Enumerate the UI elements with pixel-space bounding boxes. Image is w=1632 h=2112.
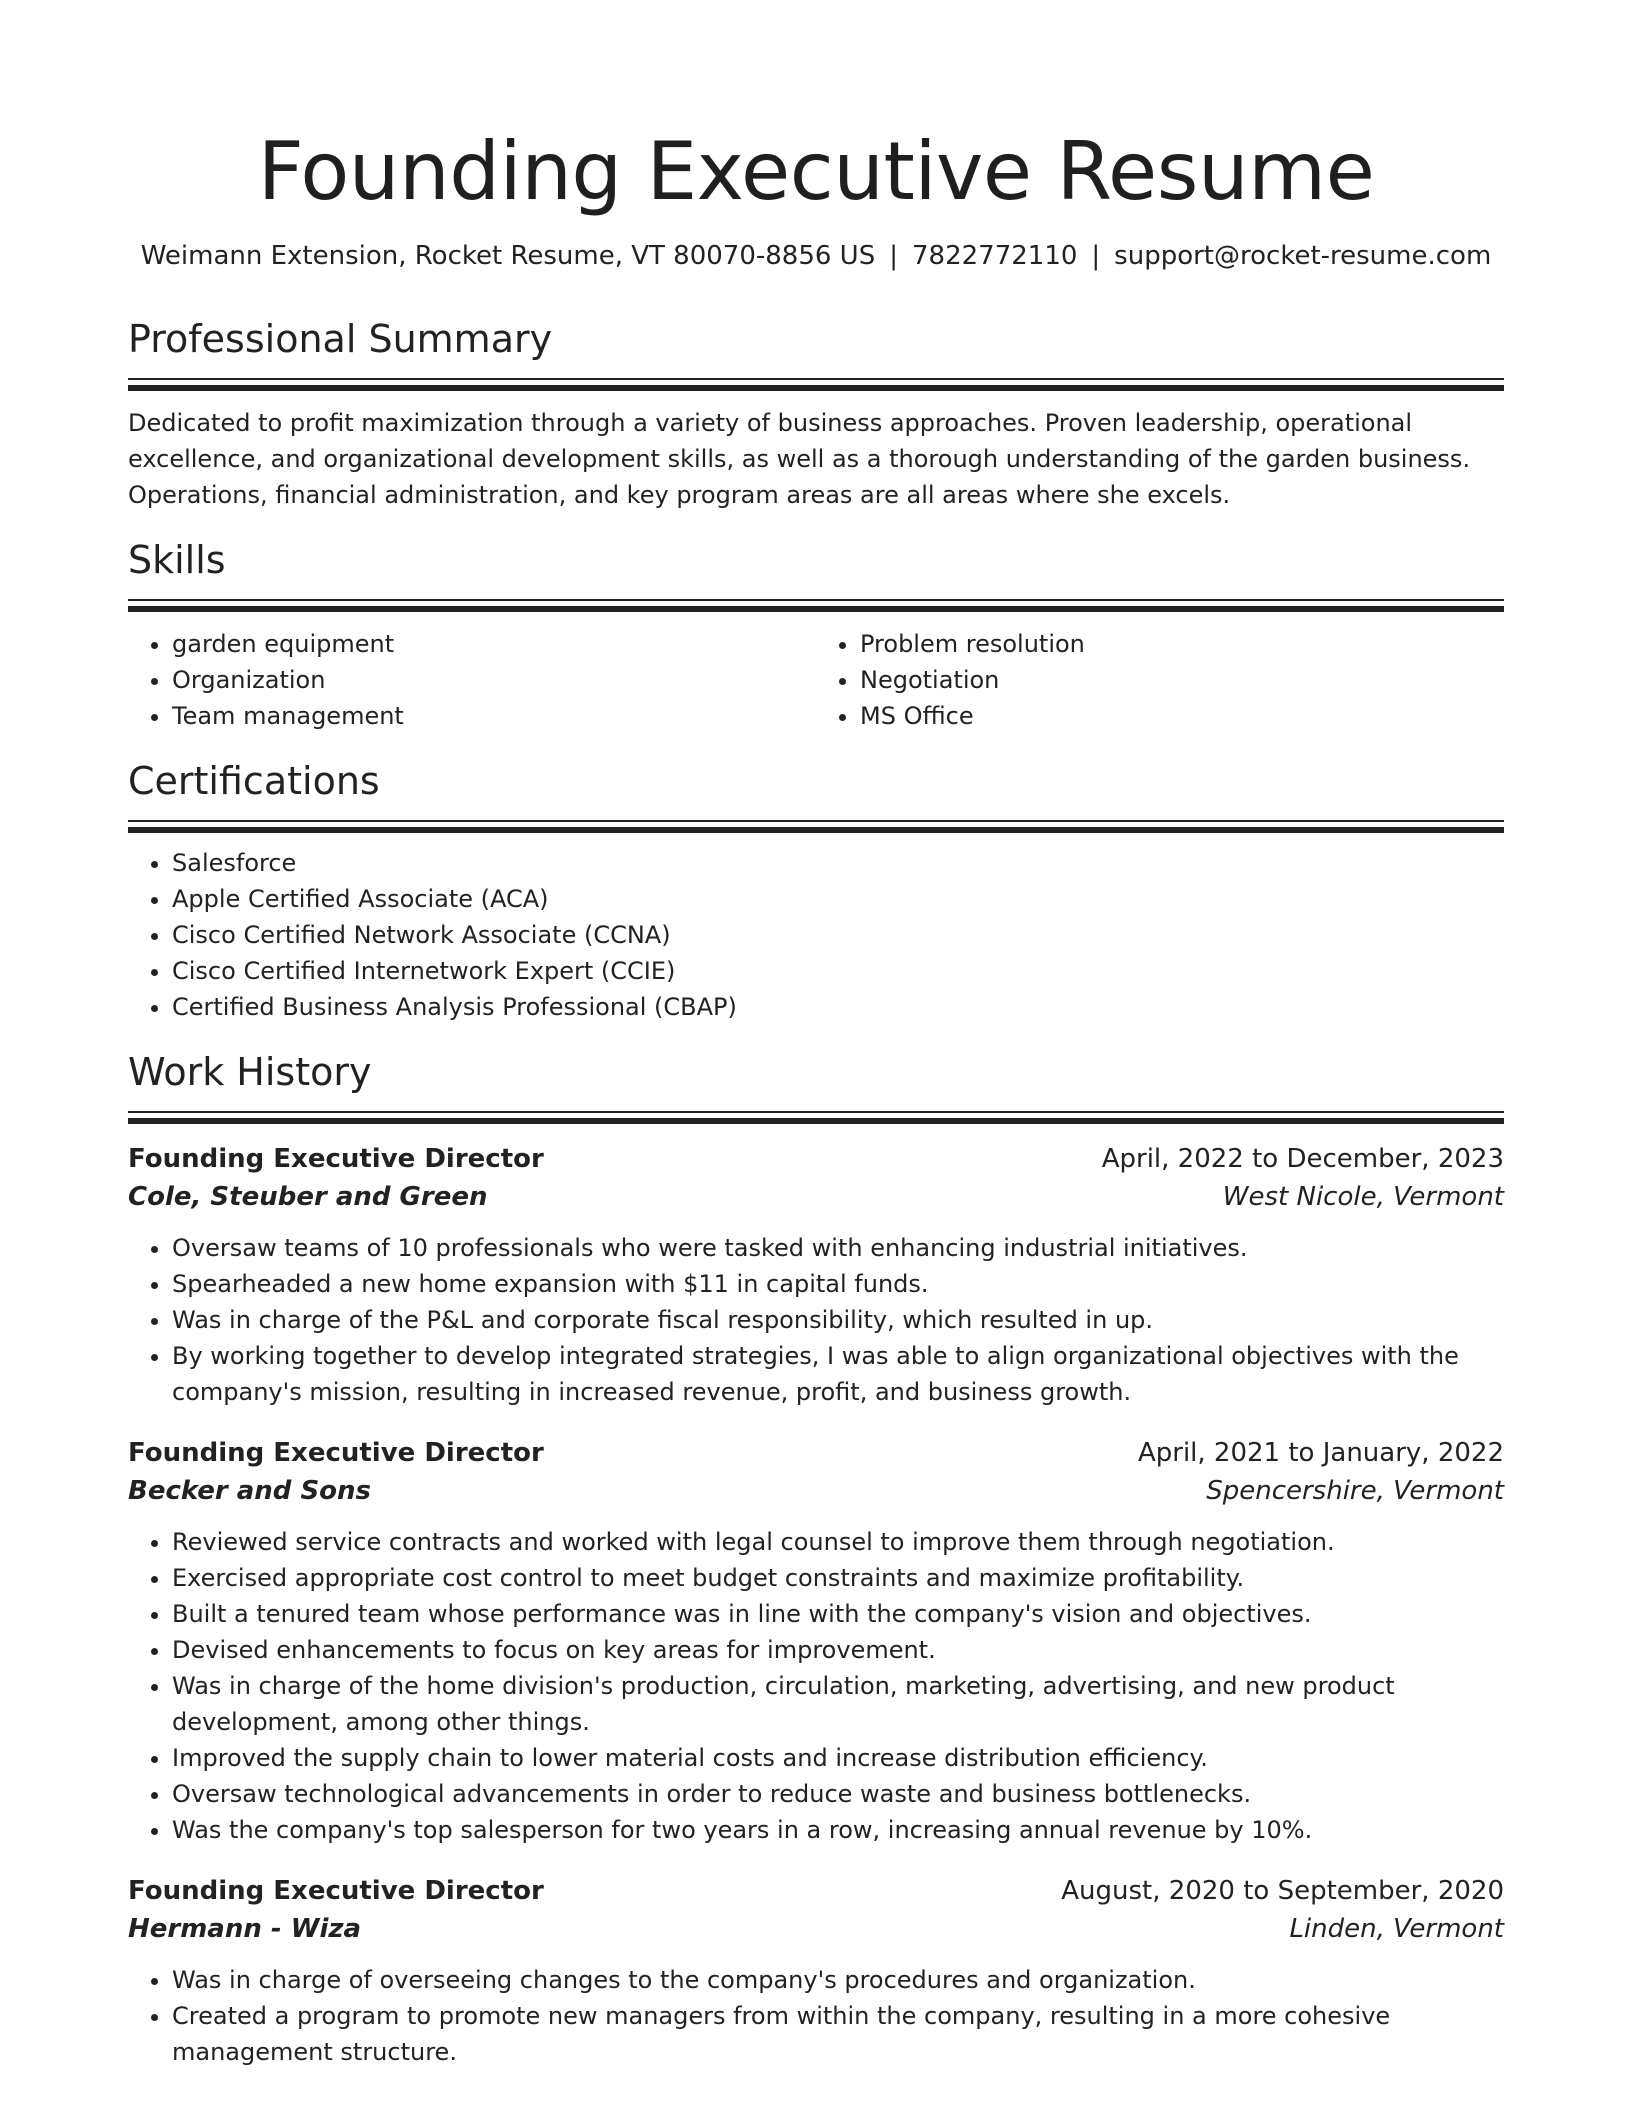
skill-item: • Negotiation bbox=[860, 662, 1504, 698]
job-bullet: • Exercised appropriate cost control to meet budget constraints and maximize profitability. bbox=[172, 1560, 1504, 1596]
certification-item: • Apple Certified Associate (ACA) bbox=[172, 881, 1504, 917]
job-entry bbox=[128, 1434, 1504, 1848]
job-company: Hermann - Wiza bbox=[128, 1914, 362, 1944]
resume-title: Founding Executive Resume bbox=[257, 125, 1375, 218]
skills-columns bbox=[128, 626, 1504, 734]
skill-item: • Team management bbox=[172, 698, 816, 734]
contact-phone: 7822772110 bbox=[911, 241, 1078, 271]
section-divider bbox=[128, 820, 1504, 833]
contact-address: Weimann Extension, Rocket Resume, VT 80070-8856 US bbox=[140, 241, 876, 271]
section-title-skills: Skills bbox=[128, 538, 226, 582]
job-bullet: • Was in charge of overseeing changes to the company's procedures and organization. bbox=[172, 1962, 1504, 1998]
job-company: Cole, Steuber and Green bbox=[128, 1182, 488, 1212]
job-bullets bbox=[128, 1524, 1504, 1848]
skill-item: • MS Office bbox=[860, 698, 1504, 734]
job-bullet: • Was in charge of the P&L and corporate fiscal responsibility, which resulted in up. bbox=[172, 1302, 1504, 1338]
certification-item: • Cisco Certified Network Associate (CCNA) bbox=[172, 917, 1504, 953]
section-title-work: Work History bbox=[128, 1050, 372, 1094]
job-header bbox=[128, 1140, 1504, 1178]
section-divider bbox=[128, 378, 1504, 391]
skill-item: • garden equipment bbox=[172, 626, 816, 662]
job-bullet: • Created a program to promote new managers from within the company, resulting in a more cohesive management structure. bbox=[172, 1998, 1504, 2070]
job-bullets bbox=[128, 1962, 1504, 2070]
job-title: Founding Executive Director bbox=[128, 1144, 544, 1174]
contact-separator: | bbox=[1091, 241, 1101, 271]
section-divider bbox=[128, 599, 1504, 612]
certification-item: • Salesforce bbox=[172, 845, 1504, 881]
job-entry bbox=[128, 1140, 1504, 1410]
job-bullet: • Reviewed service contracts and worked with legal counsel to improve them through negotiation. bbox=[172, 1524, 1504, 1560]
summary-section bbox=[128, 314, 1504, 513]
skill-item: • Problem resolution bbox=[860, 626, 1504, 662]
job-subheader bbox=[128, 1472, 1504, 1510]
certification-item: • Cisco Certified Internetwork Expert (CCIE) bbox=[172, 953, 1504, 989]
job-subheader bbox=[128, 1910, 1504, 1948]
skills-section bbox=[128, 535, 1504, 734]
job-title: Founding Executive Director bbox=[128, 1438, 544, 1468]
work-section bbox=[128, 1047, 1504, 2070]
job-dates: August, 2020 to September, 2020 bbox=[1061, 1876, 1504, 1906]
certifications-section bbox=[128, 756, 1504, 1025]
job-bullet: • Was the company's top salesperson for two years in a row, increasing annual revenue by 10%. bbox=[172, 1812, 1504, 1848]
job-bullet: • Was in charge of the home division's production, circulation, marketing, advertising, and new product development, among other things. bbox=[172, 1668, 1504, 1740]
section-title-certifications: Certifications bbox=[128, 759, 380, 803]
job-bullets bbox=[128, 1230, 1504, 1410]
skill-item: • Organization bbox=[172, 662, 816, 698]
job-title: Founding Executive Director bbox=[128, 1876, 544, 1906]
job-entry bbox=[128, 1872, 1504, 2070]
section-title-summary: Professional Summary bbox=[128, 317, 553, 361]
job-bullet: • Built a tenured team whose performance was in line with the company's vision and objectives. bbox=[172, 1596, 1504, 1632]
summary-text: Dedicated to profit maximization through a variety of business approaches. Proven leadership, operational excellence, and organizational development skills, as well as a thorough understanding of the garden business. Operations, financial administration, and key program areas are all areas where she excels. bbox=[128, 409, 1471, 509]
job-location: Linden, Vermont bbox=[1289, 1914, 1504, 1944]
job-bullet: • Devised enhancements to focus on key areas for improvement. bbox=[172, 1632, 1504, 1668]
job-dates: April, 2022 to December, 2023 bbox=[1101, 1144, 1504, 1174]
contact-separator: | bbox=[889, 241, 898, 271]
job-bullet: • By working together to develop integrated strategies, I was able to align organizational objectives with the company's mission, resulting in increased revenue, profit, and business growth. bbox=[172, 1338, 1504, 1410]
job-location: Spencershire, Vermont bbox=[1206, 1476, 1504, 1506]
contact-email[interactable]: support@rocket-resume.com bbox=[1114, 241, 1492, 271]
section-divider bbox=[128, 1111, 1504, 1124]
job-bullet: • Improved the supply chain to lower material costs and increase distribution efficiency. bbox=[172, 1740, 1504, 1776]
job-subheader bbox=[128, 1178, 1504, 1216]
skills-list-left bbox=[128, 626, 816, 734]
skills-list-right bbox=[816, 626, 1504, 734]
job-header bbox=[128, 1434, 1504, 1472]
certifications-list bbox=[128, 845, 1504, 1025]
job-location: West Nicole, Vermont bbox=[1222, 1182, 1504, 1212]
job-header bbox=[128, 1872, 1504, 1910]
job-company: Becker and Sons bbox=[128, 1476, 372, 1506]
job-bullet: • Oversaw technological advancements in order to reduce waste and business bottlenecks. bbox=[172, 1776, 1504, 1812]
job-bullet: • Oversaw teams of 10 professionals who were tasked with enhancing industrial initiatives. bbox=[172, 1230, 1504, 1266]
job-bullet: • Spearheaded a new home expansion with $11 in capital funds. bbox=[172, 1266, 1504, 1302]
job-dates: April, 2021 to January, 2022 bbox=[1137, 1438, 1504, 1468]
certification-item: • Certified Business Analysis Professional (CBAP) bbox=[172, 989, 1504, 1025]
contact-line bbox=[128, 236, 1504, 276]
